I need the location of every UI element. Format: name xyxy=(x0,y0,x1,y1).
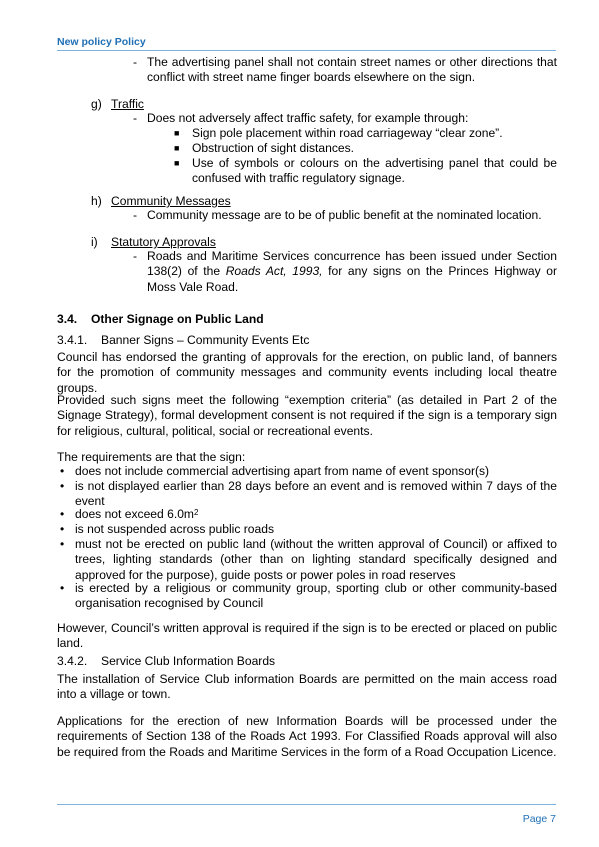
dash-marker: - xyxy=(133,249,138,263)
item-h-heading: Community Messages xyxy=(111,194,231,208)
bullet-icon: • xyxy=(60,507,65,521)
item-i-label: i) xyxy=(91,235,98,249)
dash-marker: - xyxy=(133,208,138,222)
s341-bullet-4: is not suspended across public roads xyxy=(75,522,274,536)
s341-bullet-6: is erected by a religious or community group, sporting club or other community-based organisation recognised by Council xyxy=(75,581,557,611)
s341-paragraph-3: The requirements are that the sign: xyxy=(57,450,246,464)
s341-bullet-1: does not include commercial advertising apart from name of event sponsor(s) xyxy=(75,464,490,478)
s341-paragraph-1: Council has endorsed the granting of approvals for the erection, on public land, of banners for the promotion of community messages and community events including local theatre groups. xyxy=(57,350,557,395)
s341-bullet-3: does not exceed $6.0m^2$ xyxy=(75,507,199,521)
item-g-sub-1: Sign pole placement within road carriageway “clear zone”. xyxy=(192,126,503,140)
item-h-dash-text: Community message are to be of public benefit at the nominated location. xyxy=(147,208,542,222)
bullet-icon: • xyxy=(60,464,65,478)
item-g-sub-3: Use of symbols or colours on the advertising panel that could be confused with traffic regulatory signage. xyxy=(192,156,557,186)
header-divider xyxy=(57,50,556,51)
bullet-icon: • xyxy=(60,479,65,493)
footer-divider xyxy=(57,804,556,805)
square-bullet-icon: ■ xyxy=(174,143,180,153)
item-g-dash-text: Does not adversely affect traffic safety, for example through: xyxy=(147,111,469,125)
bullet-icon: • xyxy=(60,581,65,595)
bullet-icon: • xyxy=(60,522,65,536)
s342-paragraph-2: Applications for the erection of new Information Boards will be processed under the requirements of Section 138 of the Roads Act 1993. For Classified Roads approval will also be required from the Roads and Maritime Services in the form of a Road Occupation Licence. xyxy=(57,714,557,759)
item-h-label: h) xyxy=(91,194,102,208)
s341-bullet-2: is not displayed earlier than 28 days before an event and is removed within 7 days of the event xyxy=(75,479,557,509)
item-g-heading: Traffic xyxy=(111,97,144,111)
document-header-title: New policy Policy xyxy=(57,36,146,48)
section-3-4-2-number: 3.4.2. xyxy=(57,654,88,668)
section-3-4-1-number: 3.4.1. xyxy=(57,333,88,347)
dash-marker: - xyxy=(133,55,138,69)
square-bullet-icon: ■ xyxy=(174,128,180,138)
section-3-4-2-title: Service Club Information Boards xyxy=(101,654,276,668)
s341-paragraph-4: However, Council’s written approval is required if the sign is to be erected or placed on public land. xyxy=(57,621,557,651)
section-3-4-number: 3.4. xyxy=(57,312,78,326)
bullet-icon: • xyxy=(60,537,65,551)
dash-marker: - xyxy=(133,111,138,125)
item-g-sub-2: Obstruction of sight distances. xyxy=(192,141,355,155)
section-3-4-title: Other Signage on Public Land xyxy=(91,312,264,326)
page-number: Page 7 xyxy=(522,813,556,825)
section-3-4-1-title: Banner Signs – Community Events Etc xyxy=(101,333,310,347)
top-dash-text: The advertising panel shall not contain street names or other directions that conflict with street name finger boards elsewhere on the sign. xyxy=(147,55,557,85)
square-bullet-icon: ■ xyxy=(174,158,180,168)
s341-paragraph-2: Provided such signs meet the following “exemption criteria” (as detailed in Part 2 of the Signage Strategy), formal development consent is not required if the sign is a temporary sign for religious, cultural, political, social or recreational events. xyxy=(57,393,557,438)
s341-bullet-5: must not be erected on public land (without the written approval of Council) or affixed to trees, lighting standards (other than on lighting standard specifically designed and approved for the purpose), guide posts or power poles in road reserves xyxy=(75,537,557,582)
item-i-heading: Statutory Approvals xyxy=(111,235,216,249)
s342-paragraph-1: The installation of Service Club information Boards are permitted on the main access road into a village or town. xyxy=(57,672,557,702)
item-g-label: g) xyxy=(91,97,102,111)
item-i-dash-text: Roads and Maritime Services concurrence has been issued under Section 138(2) of the Roads Act, 1993, for any signs on the Princes Highway or Moss Vale Road. xyxy=(147,249,558,294)
